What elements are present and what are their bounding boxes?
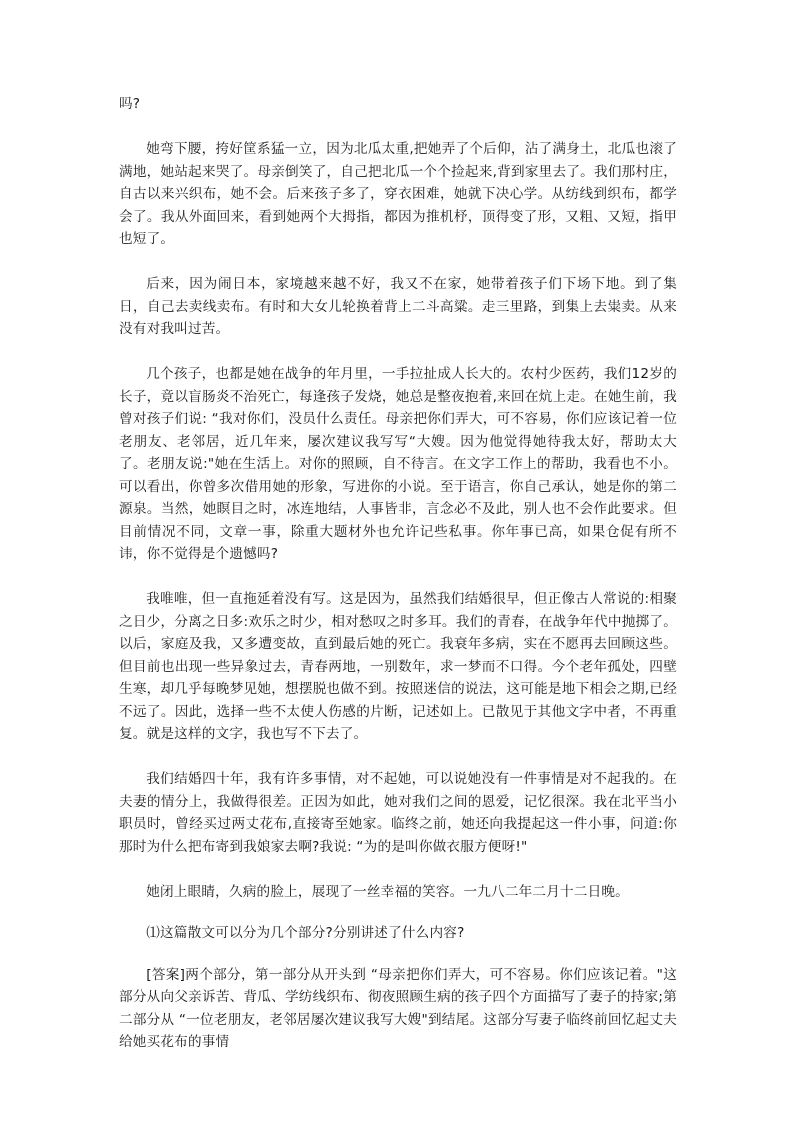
paragraph-4: 我唯唯，但一直拖延着没有写。这是因为，虽然我们结婚很早，但正像古人常说的:相聚之日少，分离之日多:欢乐之时少，相对愁叹之时多耳。我们的青春，在战争年代中抛掷了。以后，家庭及我，又多遭变故，直到最后她的死亡。我衰年多病，实在不愿再去回顾这些。但目前也出现一些异象过去，青春两地，一别数年，求一梦而不口得。今个老年孤处，四壁生寒，却几乎每晚梦见她，想摆脱也做不到。按照迷信的说法，这可能是地下相会之期,已经不远了。因此，选择一些不太使人伤感的片断，记述如上。已散见于其他文字中者，不再重复。就是这样的文字，我也写不下去了。 (119, 591, 677, 742)
answer-1: [答案]两个部分，第一部分从开头到 “母亲把你们弄大，可不容易。你们应该记着。"这部分从向父亲诉苦、背瓜、学纺线织布、彻夜照顾生病的孩子四个方面描写了妻子的持家;第二部分从 “一位老朋友，老邻居屡次建议我写大嫂"到结尾。这部分写妻子临终前回忆起丈夫给她买花布的事情 (119, 966, 677, 1050)
paragraph-2: 后来，因为闹日本，家境越来越不好，我又不在家，她带着孩子们下场下地。到了集日，自己去卖线卖布。有时和大女儿轮换着背上二斗高粱。走三里路，到集上去粜卖。从来没有对我叫过苦。 (119, 276, 677, 337)
paragraph-5: 我们结婚四十年，我有许多事情，对不起她，可以说她没有一件事情是对不起我的。在夫妻的情分上，我做得很差。正因为如此，她对我们之间的恩爱，记忆很深。我在北平当小职员时，曾经买过两丈花布,直接寄至她家。临终之前，她还向我提起这一件小事，问道:你那时为什么把布寄到我娘家去啊?我说: “为的是叫你做衣服方便呀!" (119, 771, 677, 855)
document-body (119, 93, 677, 1076)
paragraph-3: 几个孩子，也都是她在战争的年月里，一手拉扯成人长大的。农村少医药，我们12岁的长子，竟以盲肠炎不治死亡，每逢孩子发烧，她总是整夜抱着,来回在炕上走。在她生前，我曾对孩子们说: “我对你们，没员什么责任。母亲把你们弄大，可不容易，你们应该记着一位老朋友、老邻居，近几年来，屡次建议我写写“大嫂。因为他觉得她待我太好，帮助太大了。老朋友说:"她在生活上。对你的照顾，自不待言。在文字工作上的帮助，我看也不小。可以看出，你曾多次借用她的形象，写进你的小说。至于语言，你自己承认，她是你的第二源泉。当然，她瞑目之时，冰连地结，人事皆非，言念必不及此，别人也不会作此要求。但目前情况不同，文章一事，除重大题材外也允许记些私事。你年事已高，如果仓促有所不讳，你不觉得是个遗憾吗? (119, 366, 677, 562)
paragraph-6: 她闭上眼睛，久病的脸上，展现了一丝幸福的笑容。一九八二年二月十二日晚。 (146, 883, 629, 900)
paragraph-1: 她弯下腰，挎好筐系猛一立，因为北瓜太重,把她弄了个后仰，沾了满身土，北瓜也滚了满地，她站起来哭了。母亲倒笑了，自己把北瓜一个个捡起来,背到家里去了。我们那村庄，自古以来兴织布，她不会。后来孩子多了，穿衣困难，她就下决心学。从纺线到织布，都学会了。我从外面回来，看到她两个大拇指，都因为推机杼，顶得变了形，又粗、又短，指甲也短了。 (119, 141, 677, 247)
paragraph-continuation: 吗? (119, 96, 141, 112)
question-1: ⑴这篇散文可以分为几个部分?分别讲述了什么内容? (146, 925, 465, 941)
